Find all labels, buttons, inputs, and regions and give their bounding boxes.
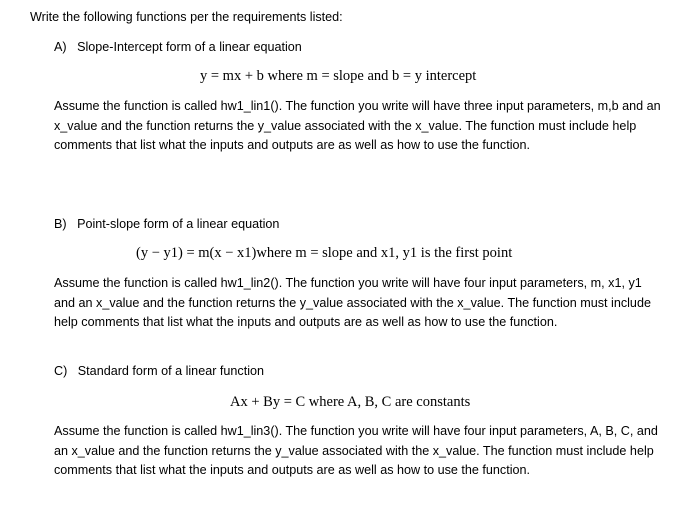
section-a-equation: y = mx + b where m = slope and b = y intercept <box>200 68 477 84</box>
intro-text: Write the following functions per the requirements listed: <box>30 10 343 24</box>
section-a-body: Assume the function is called hw1_lin1(). The function you write will have three input parameters, m,b and an x_value and the function returns the y_value associated with the x_value. The function must include help comments that list what the inputs and outputs are as well as how to use the function. <box>54 99 661 152</box>
section-c-equation: Ax + By = C where A, B, C are constants <box>230 394 471 410</box>
section-b-equation: (y − y1) = m(x − x1)where m = slope and x1, y1 is the first point <box>136 245 513 261</box>
section-c-heading: C) Standard form of a linear function <box>54 364 264 378</box>
section-a-heading: A) Slope-Intercept form of a linear equation <box>54 40 302 54</box>
section-b-body: Assume the function is called hw1_lin2(). The function you write will have four input parameters, m, x1, y1 and an x_value and the function returns the y_value associated with the x_value. The function must include help comments that list what the inputs and outputs are as well as how to use the function. <box>54 276 651 329</box>
section-c-body: Assume the function is called hw1_lin3(). The function you write will have four input parameters, A, B, C, and an x_value and the function returns the y_value associated with the x_value. The function must include help comments that list what the inputs and outputs are as well as how to use the function. <box>54 424 658 477</box>
section-b-heading: B) Point-slope form of a linear equation <box>54 217 280 231</box>
